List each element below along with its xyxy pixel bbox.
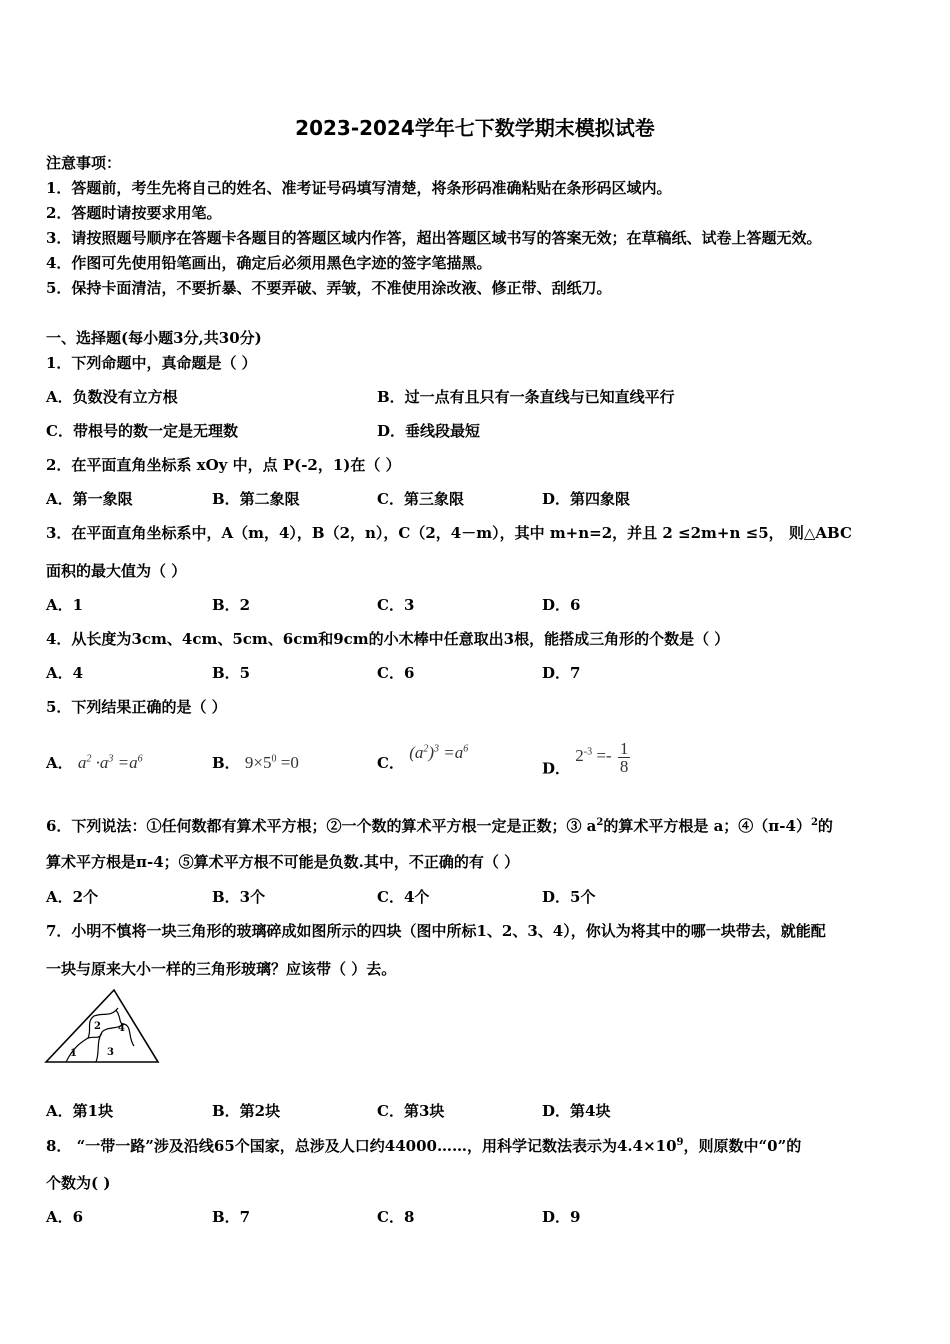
q5-option-b: [212, 752, 299, 773]
q8-option-c: C．8: [377, 1208, 415, 1226]
q3-option-c: C．3: [377, 596, 415, 614]
q4-option-a: A．4: [46, 664, 84, 682]
q3-option-d: D．6: [542, 596, 581, 614]
note-item: 5．保持卡面清洁，不要折暴、不要弄破、弄皱，不准使用涂改液、修正带、刮纸刀。: [46, 279, 612, 297]
question-7-stem-cont: 一块与原来大小一样的三角形玻璃？应该带（ ）去。: [46, 960, 397, 978]
q8-option-a: A．6: [46, 1208, 84, 1226]
question-8-stem-cont: 个数为( ): [46, 1174, 111, 1192]
figure-label: 1: [70, 1048, 77, 1059]
question-1-stem: 1．下列命题中，真命题是（ ）: [46, 354, 257, 372]
q1-option-a: A．负数没有立方根: [46, 388, 178, 406]
q8-option-b: B．7: [212, 1208, 251, 1226]
note-item: 4．作图可先使用铅笔画出，确定后必须用黑色字迹的签字笔描黑。: [46, 254, 492, 272]
q4-option-b: B．5: [212, 664, 251, 682]
question-3-stem: 3．在平面直角坐标系中，A（m，4），B（2，n），C（2，4－m），其中 m+n=2，并且 2 ≤2m+n ≤5， 则△ABC: [46, 524, 852, 542]
math-expression: $9\times 5^0 =0$: [244, 753, 299, 772]
question-4-stem: 4．从长度为3cm、4cm、5cm、6cm和9cm的小木棒中任意取出3根，能搭成三角形的个数是（ ）: [46, 630, 730, 648]
q6-option-d: D．5个: [542, 888, 596, 906]
q4-option-d: D．7: [542, 664, 581, 682]
q2-option-a: A．第一象限: [46, 490, 133, 508]
q7-option-d: D．第4块: [542, 1102, 611, 1120]
question-3-stem-cont: 面积的最大值为（ ）: [46, 562, 187, 580]
figure-label: 2: [94, 1021, 101, 1032]
q3-option-a: A．1: [46, 596, 84, 614]
section-heading: 一、选择题(每小题3分,共30分): [46, 329, 262, 347]
q2-option-b: B．第二象限: [212, 490, 300, 508]
question-2-stem: 2．在平面直角坐标系 xOy 中，点 P(-2，1)在（ ）: [46, 456, 401, 474]
note-item: 1．答题前，考生先将自己的姓名、准考证号码填写清楚，将条形码准确粘贴在条形码区域内。: [46, 179, 672, 197]
option-label: D．: [542, 759, 571, 778]
broken-triangle-figure: [44, 988, 162, 1068]
question-7-stem: 7．小明不慎将一块三角形的玻璃碎成如图所示的四块（图中所标1、2、3、4），你认为将其中的哪一块带去，就能配: [46, 922, 826, 940]
q1-option-d: D．垂线段最短: [377, 422, 481, 440]
q5-option-a: [46, 752, 143, 773]
option-label: C．: [377, 754, 404, 772]
exam-title: 2023-2024学年七下数学期末模拟试卷: [295, 116, 655, 140]
q1-option-b: B．过一点有且只有一条直线与已知直线平行: [377, 388, 675, 406]
note-item: 2．答题时请按要求用笔。: [46, 204, 222, 222]
figure-label: 3: [107, 1047, 114, 1058]
q6-option-b: B．3个: [212, 888, 266, 906]
math-expression: $a^2 \cdot a^3 =a^6$: [77, 753, 143, 772]
q5-option-c: [377, 743, 469, 773]
q6-option-a: A．2个: [46, 888, 99, 906]
question-6-stem: 6．下列说法：①任何数都有算术平方根；②一个数的算术平方根一定是正数；③ $a^2$的算术平方根是 a；$④(\pi-4)^2$的: [46, 817, 833, 835]
q2-option-c: C．第三象限: [377, 490, 464, 508]
q4-option-c: C．6: [377, 664, 415, 682]
q6-option-c: C．4个: [377, 888, 430, 906]
q5-option-d: [542, 739, 630, 787]
math-expression: $2^{-3}$ =- $\frac{1}{8}$: [575, 739, 629, 776]
q2-option-d: D．第四象限: [542, 490, 631, 508]
q3-option-b: B．2: [212, 596, 251, 614]
option-label: A．: [46, 754, 73, 772]
question-5-stem: 5．下列结果正确的是（ ）: [46, 698, 227, 716]
figure-label: 4: [118, 1023, 125, 1034]
notes-heading: 注意事项：: [46, 154, 122, 172]
option-label: B．: [212, 754, 240, 772]
q7-option-a: A．第1块: [46, 1102, 114, 1120]
question-8-stem: 8． “一带一路”涉及沿线65个国家，总涉及人口约44000……，用科学记数法表示为$4.4\times 10^9$，则原数中“0”的: [46, 1137, 802, 1155]
q1-option-c: C．带根号的数一定是无理数: [46, 422, 238, 440]
q7-option-c: C．第3块: [377, 1102, 445, 1120]
math-expression: $(a^2)^3 =a^6$: [409, 743, 469, 762]
question-6-stem-cont: 算术平方根是π-4；⑤算术平方根不可能是负数.其中，不正确的有（ ）: [46, 853, 520, 871]
q8-option-d: D．9: [542, 1208, 581, 1226]
note-item: 3．请按照题号顺序在答题卡各题目的答题区域内作答，超出答题区域书写的答案无效；在草稿纸、试卷上答题无效。: [46, 229, 822, 247]
q7-option-b: B．第2块: [212, 1102, 281, 1120]
